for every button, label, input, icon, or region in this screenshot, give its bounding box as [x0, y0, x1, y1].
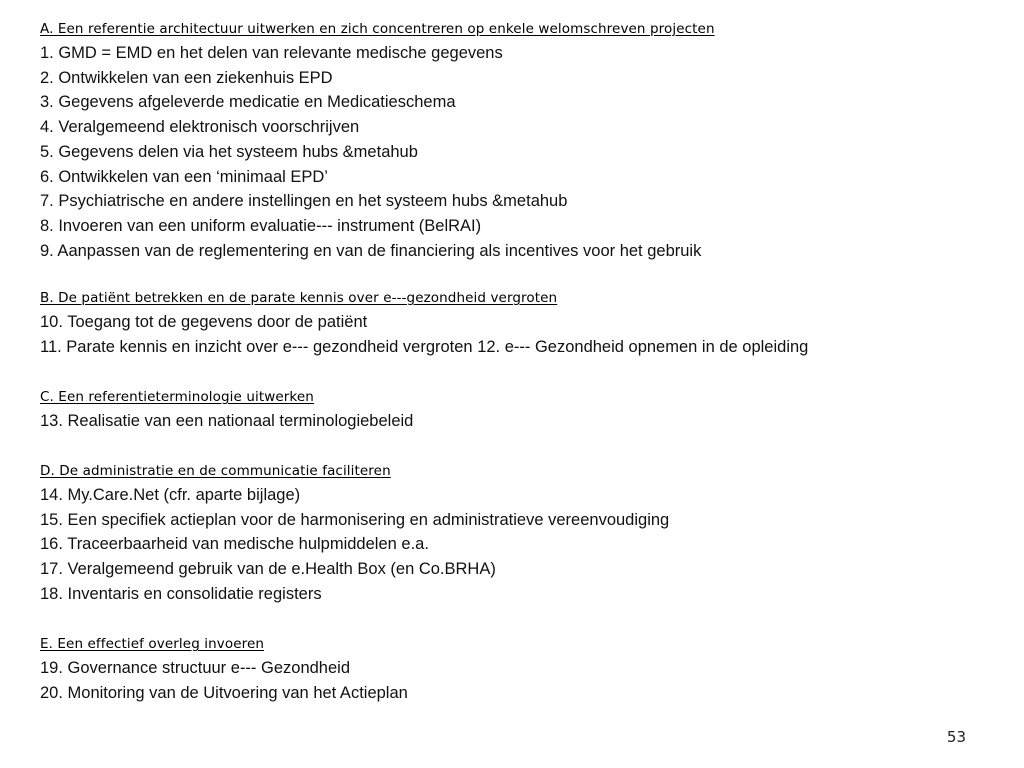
section-heading: C. Een referentieterminologie uitwerken [40, 389, 314, 405]
list-item: 2. Ontwikkelen van een ziekenhuis EPD [40, 68, 333, 87]
item-list [40, 41, 1000, 263]
page-number: 53 [946, 728, 966, 746]
list-item: 9. Aanpassen van de reglementering en van de financiering als incentives voor het gebruik [40, 241, 702, 260]
list-item: 19. Governance structuur e--- Gezondheid [40, 659, 350, 677]
list-item: 7. Psychiatrische en andere instellingen en het systeem hubs &metahub [40, 192, 568, 211]
list-item: 5. Gegevens delen via het systeem hubs &metahub [40, 142, 418, 161]
list-item: 6. Ontwikkelen van een ‘minimaal EPD’ [40, 167, 328, 186]
list-item: 1. GMD = EMD en het delen van relevante medische gegevens [40, 44, 503, 62]
section-heading: B. De patiënt betrekken en de parate kennis over e---gezondheid vergroten [40, 290, 558, 306]
section-b [40, 288, 1000, 359]
list-item: 18. Inventaris en consolidatie registers [40, 584, 322, 603]
list-item: 8. Invoeren van een uniform evaluatie--- instrument (BelRAI) [40, 216, 482, 235]
item-list [40, 656, 1000, 705]
section-heading: E. Een effectief overleg invoeren [40, 636, 265, 652]
item-list [40, 483, 1000, 607]
list-item: 20. Monitoring van de Uitvoering van het Actieplan [40, 683, 408, 702]
list-item: 3. Gegevens afgeleverde medicatie en Medicatieschema [40, 93, 456, 112]
section-heading: A. Een referentie architectuur uitwerken en zich concentreren op enkele welomschreven projecten [40, 21, 715, 37]
section-c [40, 387, 1000, 434]
section-heading: D. De administratie en de communicatie faciliteren [40, 463, 391, 479]
section-d [40, 461, 1000, 607]
list-item: 4. Veralgemeend elektronisch voorschrijven [40, 118, 360, 137]
list-item: 11. Parate kennis en inzicht over e--- gezondheid vergroten 12. e--- Gezondheid opnemen in de opleiding [40, 337, 809, 356]
list-item: 16. Traceerbaarheid van medische hulpmiddelen e.a. [40, 535, 429, 554]
list-item: 10. Toegang tot de gegevens door de patiënt [40, 313, 368, 331]
list-item: 17. Veralgemeend gebruik van de e.Health Box (en Co.BRHA) [40, 560, 496, 579]
item-list [40, 409, 1000, 434]
list-item: 13. Realisatie van een nationaal terminologiebeleid [40, 412, 414, 430]
item-list [40, 310, 1000, 359]
list-item: 14. My.Care.Net (cfr. aparte bijlage) [40, 486, 301, 504]
section-a [40, 19, 1000, 263]
list-item: 15. Een specifiek actieplan voor de harmonisering en administratieve vereenvoudiging [40, 510, 670, 529]
section-e [40, 634, 1000, 705]
